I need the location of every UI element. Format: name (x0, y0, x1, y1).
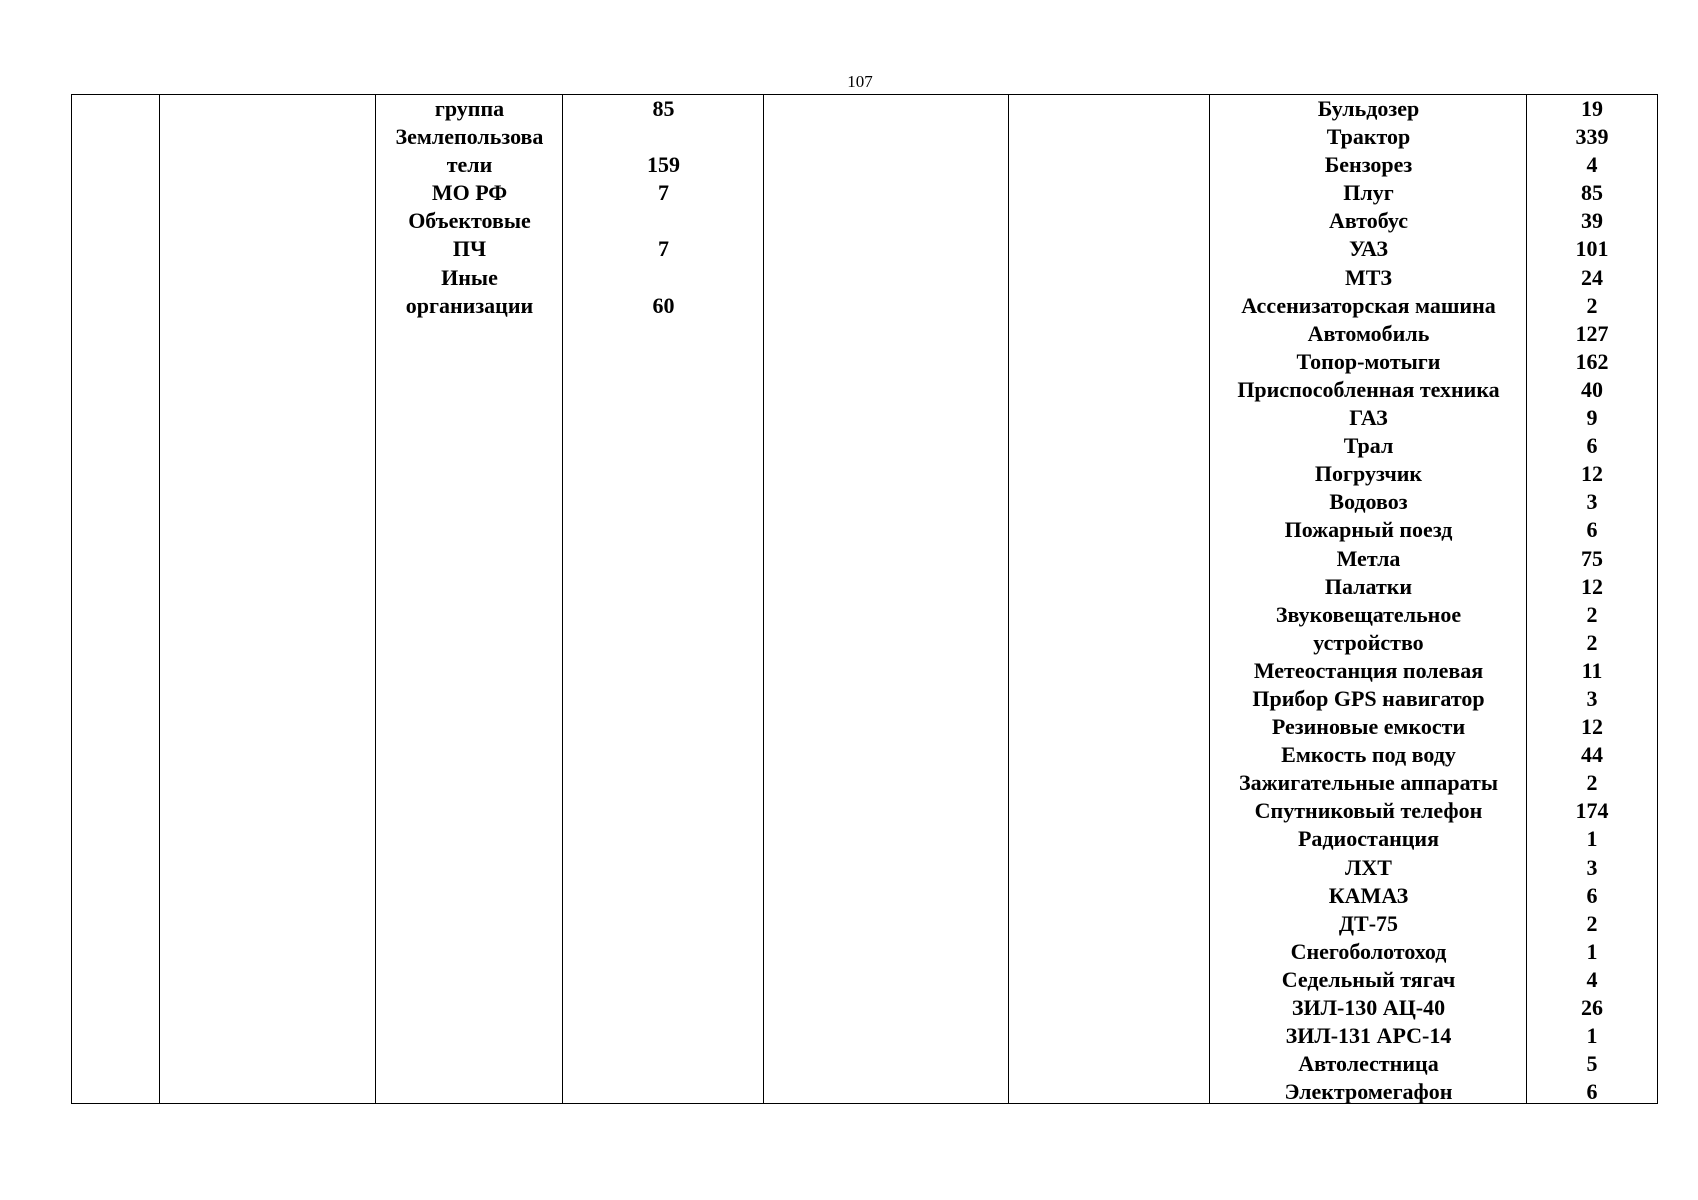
group-label: Землепользова (395, 124, 544, 150)
equipment-name: МТЗ (1344, 264, 1393, 290)
equipment-count: 44 (1581, 742, 1603, 768)
equipment-count: 162 (1575, 348, 1609, 374)
equipment-count: 2 (1586, 601, 1598, 627)
equipment-name: Трактор (1326, 124, 1411, 150)
equipment-count: 2 (1586, 910, 1598, 936)
group-label: организации (405, 292, 534, 318)
equipment-name: Автолестница (1298, 1051, 1439, 1077)
equipment-count: 3 (1586, 489, 1598, 515)
equipment-count: 1 (1586, 938, 1598, 964)
group-value: 85 (652, 96, 675, 121)
equipment-count: 5 (1586, 1051, 1598, 1077)
table-column-empty-2 (159, 95, 376, 1103)
group-label: МО РФ (431, 180, 508, 206)
equipment-count: 2 (1586, 292, 1598, 318)
group-value: 7 (658, 236, 669, 262)
equipment-count: 3 (1586, 854, 1598, 880)
group-value (563, 207, 764, 235)
equipment-count: 339 (1575, 124, 1609, 150)
equipment-name: Метла (1336, 545, 1401, 571)
equipment-count: 127 (1575, 320, 1609, 346)
equipment-count: 1 (1586, 1023, 1598, 1049)
equipment-count: 11 (1581, 657, 1603, 683)
equipment-count: 4 (1586, 152, 1598, 178)
equipment-count: 3 (1586, 685, 1598, 711)
equipment-name: Топор-мотыги (1296, 348, 1441, 374)
equipment-count: 24 (1581, 264, 1603, 290)
group-label: группа (434, 96, 505, 121)
equipment-name: Звуковещательное (1275, 601, 1462, 627)
equipment-count: 4 (1586, 966, 1598, 992)
equipment-name: ДТ-75 (1338, 910, 1399, 936)
equipment-name: Снегоболотоход (1290, 938, 1447, 964)
equipment-name: устройство (1313, 629, 1424, 655)
equipment-count: 174 (1575, 798, 1609, 824)
equipment-name: Приспособленная техника (1237, 376, 1500, 402)
equipment-name: ЗИЛ-130 АЦ-40 (1291, 995, 1446, 1020)
groups-labels (376, 95, 563, 320)
equipment-name: Радиостанция (1297, 826, 1439, 852)
equipment-counts (1527, 95, 1657, 1106)
page-number: 107 (847, 72, 873, 91)
group-value (563, 264, 764, 292)
equipment-name: Пожарный поезд (1284, 517, 1453, 543)
equipment-count: 2 (1586, 770, 1598, 796)
group-value (563, 123, 764, 151)
equipment-name: Автобус (1329, 208, 1408, 234)
group-label: ПЧ (452, 236, 487, 262)
equipment-count: 6 (1586, 433, 1598, 459)
equipment-names (1210, 95, 1527, 1106)
equipment-count: 85 (1581, 180, 1603, 206)
equipment-count: 6 (1586, 1079, 1598, 1105)
table-column-equipment-counts (1526, 95, 1657, 1103)
table-column-group-values (562, 95, 764, 1103)
group-value: 60 (652, 292, 675, 318)
equipment-count: 12 (1581, 573, 1603, 599)
equipment-name: Метеостанция полевая (1253, 657, 1484, 683)
data-table (71, 94, 1658, 1104)
equipment-name: УАЗ (1349, 236, 1388, 262)
equipment-name: Бензорез (1324, 152, 1413, 178)
table-column-equipment-names (1209, 95, 1527, 1103)
group-value: 7 (658, 180, 669, 206)
groups-values (563, 95, 764, 320)
equipment-name: Плуг (1343, 180, 1394, 206)
equipment-name: Емкость под воду (1281, 742, 1456, 768)
table-column-empty-5 (763, 95, 1009, 1103)
table-column-groups (375, 95, 563, 1103)
equipment-name: КАМАЗ (1328, 882, 1409, 908)
equipment-count: 101 (1575, 236, 1609, 262)
equipment-count: 2 (1586, 629, 1598, 655)
equipment-count: 6 (1586, 882, 1598, 908)
group-label: Объектовые (408, 208, 531, 234)
group-value: 159 (647, 152, 680, 178)
equipment-name: Палатки (1324, 573, 1413, 599)
equipment-count: 19 (1581, 96, 1603, 121)
equipment-name: Прибор GPS навигатор (1252, 685, 1485, 711)
equipment-name: ЛХТ (1345, 854, 1392, 880)
table-column-empty-6 (1008, 95, 1210, 1103)
group-label: Иные (441, 264, 498, 290)
equipment-name: ГАЗ (1349, 405, 1388, 431)
equipment-name: Водовоз (1329, 489, 1408, 515)
equipment-count: 9 (1586, 405, 1598, 431)
equipment-count: 12 (1581, 461, 1603, 487)
equipment-count: 6 (1586, 517, 1598, 543)
equipment-name: Бульдозер (1317, 96, 1420, 121)
equipment-name: Трал (1343, 433, 1394, 459)
equipment-name: Резиновые емкости (1271, 714, 1466, 740)
equipment-name: Седельный тягач (1281, 966, 1456, 992)
equipment-name: Автомобиль (1307, 320, 1430, 346)
equipment-count: 40 (1581, 376, 1603, 402)
equipment-count: 26 (1581, 995, 1603, 1020)
group-label: тели (446, 152, 493, 178)
equipment-name: ЗИЛ-131 АРС-14 (1285, 1023, 1452, 1049)
equipment-count: 12 (1581, 714, 1603, 740)
equipment-name: Погрузчик (1314, 461, 1423, 487)
equipment-count: 39 (1581, 208, 1603, 234)
equipment-name: Спутниковый телефон (1254, 798, 1483, 824)
equipment-name: Ассенизаторская машина (1241, 292, 1496, 318)
equipment-count: 1 (1586, 826, 1598, 852)
equipment-name: Электромегафон (1284, 1079, 1453, 1105)
equipment-name: Зажигательные аппараты (1238, 770, 1499, 796)
equipment-count: 75 (1581, 545, 1603, 571)
